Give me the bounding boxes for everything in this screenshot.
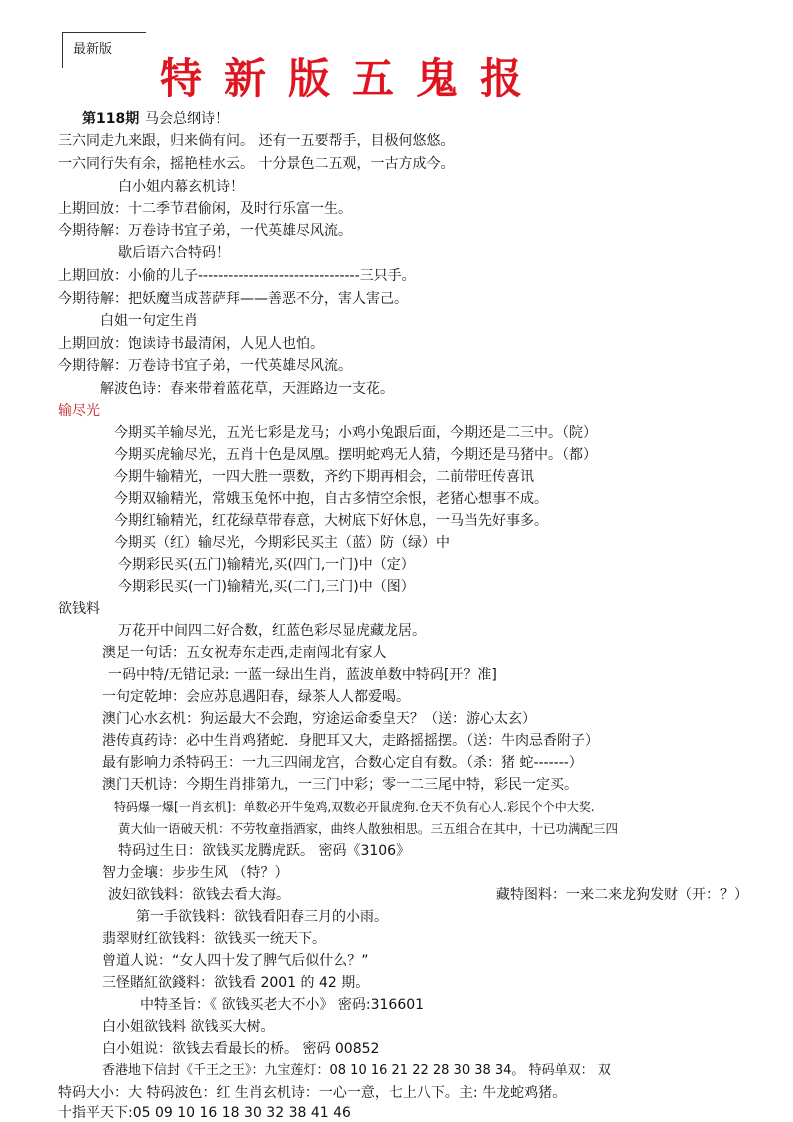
text-line: 澳门心水玄机：狗运最大不会跑，穷途运命委皇天？（送：游心太玄）	[102, 711, 536, 727]
text-line: 今期买虎输尽光，五肖十色是凤凰。摆明蛇鸡无人猜，今期还是马猪中。（都）	[114, 447, 597, 463]
text-line: 今期待解：万卷诗书宜子弟，一代英雄尽风流。	[58, 358, 352, 374]
text-line: 第一手欲钱料：欲钱看阳春三月的小雨。	[136, 909, 388, 925]
text-line: 今期红输精光，红花绿草带春意，大树底下好休息，一马当先好事多。	[114, 513, 548, 529]
text-line: 香港地下信封《千王之王》：九宝莲灯：08 10 16 21 22 28 30 38 34。 特码单双： 双	[102, 1063, 611, 1078]
text-line: 解波色诗：春来带着蓝花草，天涯路边一支花。	[100, 381, 394, 397]
text-line: 今期买（红）输尽光，今期彩民买主（蓝）防（绿）中	[114, 535, 450, 551]
text-line: 波妇欲钱料：欲钱去看大海。	[108, 887, 290, 903]
text-line: 今期待解：把妖魔当成菩萨拜——善恶不分，害人害己。	[58, 291, 408, 307]
text-line: 上期回放：十二季节君偷闲，及时行乐富一生。	[58, 201, 352, 217]
text-line: 上期回放：饱读诗书最清闲，人见人也怕。	[58, 336, 324, 352]
text-line: 翡翠财红欲钱料：欲钱买一统天下。	[102, 931, 326, 947]
text-line: 一码中特/无错记录: 一蓝一绿出生肖，蓝波单数中特码[开？准]	[108, 667, 497, 683]
text-line: 澳足一句话：五女祝寿东走西,走南闯北有家人	[102, 645, 387, 661]
text-line: 中特圣旨：《 欲钱买老大不小》 密码:316601	[140, 997, 425, 1013]
text-line: 白小姐说：欲钱去看最长的桥。 密码 00852	[102, 1041, 380, 1057]
text-line: 澳门天机诗：今期生肖排第九，一三门中彩；零一二三尾中特，彩民一定买。	[102, 777, 578, 793]
text-line: 最有影响力杀特码王：一九三四闹龙宫，合数心定自有数。（杀：猪 蛇-------）	[102, 755, 583, 771]
text-line: 一句定乾坤：会应苏息遇阳春，绿茶人人都爱喝。	[102, 689, 410, 705]
text-line: 黄大仙一语破天机：不劳牧童指酒家，曲终人散独相思。三五组合在其中，十已功满配三四	[118, 821, 619, 836]
page-title: 特新版五鬼报	[160, 54, 545, 103]
text-line: 白小姐欲钱料 欲钱买大树。	[102, 1019, 275, 1035]
section-heading: 白姐一句定生肖	[100, 313, 198, 329]
text-line: 今期双输精光，常娥玉兔怀中抱，自古多情空余恨，老猪心想事不成。	[114, 491, 548, 507]
text-line: 今期牛输精光，一四大胜一票数，齐约下期再相会，二前带旺传喜讯	[114, 469, 534, 485]
section-heading: 马会总纲诗！	[145, 111, 229, 127]
text-line: 特码过生日：欲钱买龙腾虎跃。 密码《3106》	[118, 843, 411, 859]
poem-line: 三六同走九来跟，归来倘有问。 还有一五要帮手，目极何悠悠。	[58, 133, 455, 149]
section-heading: 输尽光	[58, 403, 100, 419]
text-line: 特码爆一爆[一肖玄机]：单数必开牛兔鸡,双数必开鼠虎狗.仓天不负有心人.彩民个个中大奖.	[114, 800, 595, 814]
text-line: 特码大小：大 特码波色：红 生肖玄机诗：一心一意，七上八下。主: 牛龙蛇鸡猪。	[58, 1085, 567, 1101]
text-line: 万花开中间四二好合数，红蓝色彩尽显虎藏龙居。	[118, 623, 426, 639]
text-line: 智力金壤：步步生风 （特？）	[102, 865, 289, 881]
text-line: 上期回放：小偷的儿子--------------------------------三只手。	[58, 268, 416, 284]
section-heading: 歇后语六合特码！	[118, 245, 230, 261]
text-line: 今期待解：万卷诗书宜子弟，一代英雄尽风流。	[58, 223, 352, 239]
edition-badge: 最新版	[62, 32, 146, 68]
text-line: 三怪賭紅欲錢料：欲钱看 2001 的 42 期。	[102, 975, 370, 991]
section-heading: 白小姐内幕玄机诗！	[118, 179, 244, 195]
issue-number: 第118期	[82, 111, 140, 127]
poem-line: 一六同行失有余，摇艳桂水云。 十分景色二五观，一古方成今。	[58, 156, 455, 172]
text-line: 十指平天下:05 09 10 16 18 30 32 38 41 46	[58, 1105, 351, 1121]
text-line: 今期彩民买(一门)输精光,买(二门,三门)中（图）	[118, 579, 415, 595]
text-line: 曾道人说：“女人四十发了脾气后似什么？”	[102, 953, 369, 969]
text-line: 今期彩民买(五门)输精光,买(四门,一门)中（定）	[118, 557, 415, 573]
section-heading: 欲钱料	[58, 601, 100, 617]
text-line: 藏特图料：一来二来龙狗发财（开：？）	[496, 887, 748, 903]
text-line: 港传真药诗：必中生肖鸡猪蛇．身肥耳又大，走路摇摇摆。（送：牛肉忌香附子）	[102, 733, 599, 749]
text-line: 今期买羊输尽光，五光七彩是龙马；小鸡小兔跟后面，今期还是二三中。（院）	[114, 425, 597, 441]
